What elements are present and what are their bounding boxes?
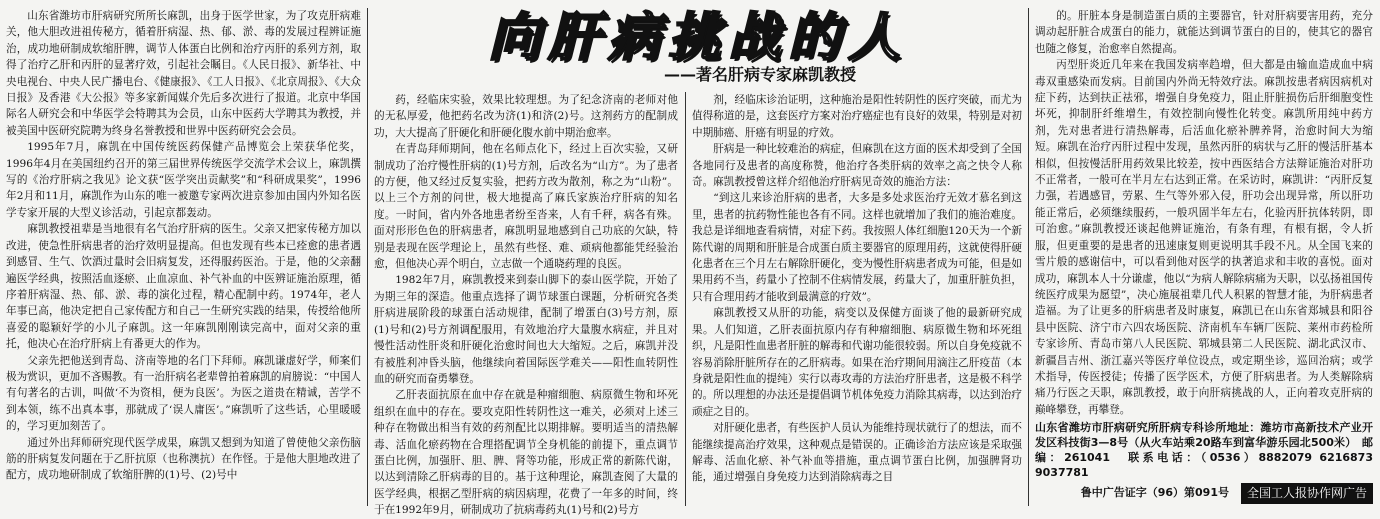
paragraph: 1982年7月，麻凯教授来到泰山脚下的泰山医学院，开始了为期三年的深造。他重点选择了调节球蛋白课题，分析研究各类肝病进展阶段的球蛋白活动规律，配制了增蛋白(3)号方剂，原(1)号和(2)号方剂调配服用，有效地治疗大量腹水病症，并且对慢性活动性肝炎和肝硬化治愈时间也大大缩短。之后，麻凯并没有被胜利冲昏头脑，他继续向着国际医学难关——阳性血转阴性血的研究而奋勇攀登。 [374,274,678,385]
paragraph: 山东省潍坊市肝病研究所所长麻凯，出身于医学世家，为了攻克肝病难关，他大胆改进祖传秘方，循着肝病湿、热、郁、淤、毒的发展过程辨证施治，成功地研制成软缩肝脾，调节人体蛋白比例和治疗丙肝的系列方剂，取得了治疗乙肝和丙肝的显著疗效，引起社会瞩目。《人民日报》、新华社、中央电视台、中央人民广播电台、《健康报》、《工人日报》、《北京周报》、《大众日报》及香港《大公报》等多家新闻媒介先后多次进行了报道。北京中华国际名人研究会和中华医学会特聘其为会员，山东中医药大学聘其为教授，并被美国中医研究院聘为终身名誉教授和世界中医药研究会会员。 [6,10,361,137]
ad-license: 鲁中广告证字（96）第091号 [1080,486,1229,500]
paragraph: “到这儿来诊治肝病的患者，大多是多处求医治疗无效才慕名到这里，患者的抗药物性能也各有不同。这样也就增加了我们的施治难度。我总是详细地查看病情，对症下药。我按照人体红细胞120天为一个新陈代谢的周期和肝脏是合成蛋白质主要器官的原理用药，这就使得肝硬化患者在三个月左右解除肝硬化，变为慢性肝病患者成为可能，但是如果用药不当，药量小了控制不住病情发展，药量大了，加重肝脏负担，只有合理用药才能收到最满意的疗效”。 [692,192,1022,303]
paragraph: 肝病是一种比较难治的病症，但麻凯在这方面的医术却受到了全国各地同行及患者的高度称赞，他治疗各类肝病的效率之高之快令人称奇。麻凯教授曾这样介绍他治疗肝病见奇效的施治方法： [692,143,1022,189]
headline [378,4,1018,68]
paragraph: 父亲先把他送到青岛、济南等地的名门下拜师。麻凯谦虚好学，师案们极为赏识，更加不吝赐教。有一治肝病名老辈曾拍着麻凯的肩膀说：“中国人有句著名的古训，叫做‘不为资相，便为良医’。为医之道贵在精诚，苦学不到本领，练不出真本事，那就成了‘误人庸医’。”麻凯听了这些话，心里暖暖的，学习更加刻苦了。 [6,354,362,433]
column-divider [1028,8,1029,506]
article-column-2 [374,92,678,517]
column-divider [685,92,686,506]
article-column-4 [1035,8,1373,508]
headline-text: 向肝病挑战的人 [487,7,908,68]
subtitle: ——著名肝病专家麻凯教授 [663,65,856,84]
paragraph: 剂，经临床诊治证明，这种施治是阳性转阴性的医疗突破，而尤为值得称道的是，这套医疗方案对治疗癌症也有良好的效果，特别是对初中期肺癌、肝癌有明显的疗效。 [692,94,1022,139]
paragraph: 乙肝表面抗原在血中存在就是种瘤细胞、病原微生物和坏死组织在血中的存在。要攻克阳性转阴性这一难关，必须对上述三种存在物做出相当有效的药剂配比以期排解。要明适当的清热解毒、活血化瘀药物在合理搭配调节全身机能的前提下，重点调节蛋白比例，加强肝、胆、脾、肾等功能，形成正常的新陈代谢，以达到清除乙肝病毒的目的。基于这种理论，麻凯查阅了大量的医学经典，根据乙型肝病的病因病理，花费了一年多的时间，终于在1992年9月，研制成功了抗病毒药丸(1)号和(2)号方 [374,389,678,517]
article-column-1 [6,8,361,508]
paragraph: 药，经临床实验，效果比较理想。为了纪念济南的老师对他的无私厚爱，他把药名改为济(1)和济(2)号。这剂药方的配制成功，大大提高了肝硬化和肝硬化腹水前中期治愈率。 [374,94,678,139]
paragraph: 在青岛拜师期间，他在名师点化下，经过上百次实验，又研制成功了治疗慢性肝病的(1)号方剂，后改名为“山方”。为了患者的方便，他又经过反复实验，把药方改为散剂，称之为“山粉”。以上三个方剂的问世，极大地提高了麻氏家族治疗肝病的知名度。一时间，省内外各地患者纷至沓来，人有千秤，病各有殊。面对形形色色的肝病患者，麻凯明显地感到自己功底的欠缺，特别是表现在医学理论上，虽然有些怪、难、顽病他都能凭经验治愈，但他决心弄个明白，立志做一个通晓药理的良医。 [374,143,678,271]
article-column-3 [692,92,1022,506]
ad-network-badge: 全国工人报协作网广告 [1241,483,1373,503]
paragraph: 通过外出拜师研究现代医学成果，麻凯又想到为知道了曾使他父亲伤脑筋的肝病复发问题在于乙肝抗原（也称澳抗）在作怪。于是他大胆地改进了配方，成功地研制成了软缩肝脾的(1)号、(2)号中 [6,436,361,482]
paragraph: 的。肝脏本身是制造蛋白质的主要器官，针对肝病要害用药，充分调动起肝脏合成蛋白的能力，就能达到调节蛋白的目的，使其它的器官也随之修复，治愈率自然提高。 [1035,10,1373,55]
column-divider [367,8,368,506]
paragraph: 1995年7月，麻凯在中国传统医药保健产品博览会上荣获华佗奖，1996年4月在美国纽约召开的第三届世界传统医学交流学术会议上，麻凯撰写的《治疗肝病之我见》论文获“医学突出贡献奖”和“科研成果奖”，1996年2月和11月，麻凯作为山东的唯一被邀专家两次进京参加由国内外知名医学专家开展的大型义诊活动，引起京都轰动。 [6,141,361,219]
paragraph: 麻凯教授祖辈是当地很有名气治疗肝病的医生。父亲又把家传秘方加以改进，使急性肝病患者的治疗效明显提高。但也发现有些本已痊愈的患者遇到感冒、生气、饮酒过量时会旧病复发，还得服药医治。于是，他的父亲翻遍医学经典，按照活血逐瘀、止血凉血、补气补血的中医辨证施治原理，循序着肝病湿、热、郁、淤、毒的演化过程，精心配制中药。1974年，老人年事已高，他决定把自己家传配方和自己一生研究实践的结果，传授给他所喜爱的聪颖好学的小儿子麻凯。这一年麻凯刚刚读完高中，面对父亲的重托，他决心在治疗肝病上有番更大的作为。 [6,223,361,351]
paragraph: 对肝硬化患者，有些医护人员认为能维持现状就行了的想法，而不能继续提高治疗效果，这种观点是错误的。正确诊治方法应该是采取强解毒、活血化瘀、补气补血等措施，重点调节蛋白比例，加强脾肾功能，通过增强自身免疫力达到消除病毒之目 [692,422,1022,484]
clinic-address: 山东省潍坊市肝病研究所肝病专科诊所地址：潍坊市高新技术产业开发区科技街3—8号（从火车站乘20路车到富华游乐园北500米） 邮编：261041 联系电话：（0536）8882079 6216873 9037781 [1035,421,1373,480]
paragraph: 丙型肝炎近几年来在我国发病率趋增，但大都是由输血造成血中病毒双重感染而发病。目前国内外尚无特效疗法。麻凯按患者病因病机对症下药，达到扶正祛邪，增强自身免疫力，阻止肝脏损伤后肝细胞变性坏死，抑制肝纤维增生，有效控制向慢性化转变。麻凯所用纯中药方剂，先对患者进行清热解毒，后活血化瘀补脾养肾，治愈时间大为缩短。麻凯在治疗丙肝过程中发现，虽然丙肝的病状与乙肝的慢活肝基本相似，但按慢活肝用药效果比较差，按中西医结合方法辩证施治对肝功不正常者，一般可在半月左右达到正常。在采访时，麻凯讲：“丙肝反复力强，若遇感冒，劳累、生气等外邪入侵，肝功会出现异常，所以肝功能正常后，必须继续服药，一般巩固半年左右，化验丙肝抗体转阴，即可治愈。”麻凯教授还谈起他辨证施治，有条有理，有根有据，令人折服，但更重要的是患者的迅速康复则更说明其手段不凡。从全国飞来的雪片般的感谢信中，可以看到他对医学的执著追求和丰收的喜悦。面对成功，麻凯本人十分谦虚，他以“为病人解除病痛为天职，以弘扬祖国传统医疗成果为愿望”，决心施展祖辈几代人积累的智慧才能，为肝病患者造福。为了让更多的肝病患者及时康复，麻凯已在山东省郑城县和阳谷县中医院、济宁市六四农场医院、济南机车车辆厂医院、莱州市药检所专家诊所、青岛市第八人民医院、郓城县第二人民医院、湖北武汉市、新疆昌吉州、浙江嘉兴等医疗单位设点，或定期坐诊，巡回治病；或学术指导，传医授徒；传播了医学医术，方便了肝病患者。为人类解除病痛乃行医之天职，麻凯教授，敢于向肝病挑战的人，正向着攻克肝病的巅峰攀登，再攀登。 [1035,59,1373,416]
ad-footer [1035,483,1373,503]
paragraph: 麻凯教授又从肝的功能，病变以及保健方面谈了他的最新研究成果。人们知道，乙肝表面抗原内存有种瘤细胞、病原微生物和坏死组织，凡是阳性血患者肝脏的解毒和代谢功能很较弱。所以自身免疫就不容易消除肝脏所存在的乙肝病毒。如果在治疗期间用滴注乙肝疫苗（本身就是阳性血的提纯）实行以毒攻毒的方法治疗肝患者，这是极不科学的。所以理想的办法还是提倡调节机体免疫力消除其病毒，以达到治疗顽症之目的。 [692,307,1022,418]
